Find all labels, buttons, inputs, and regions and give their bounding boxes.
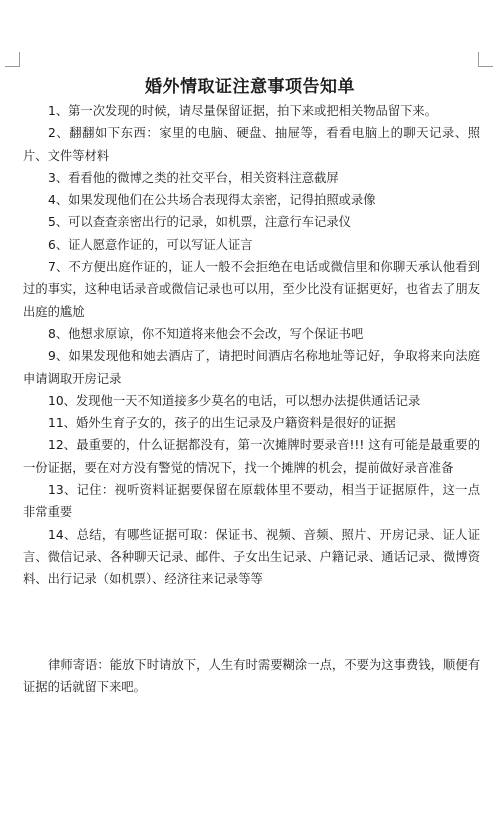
- list-item: 1、第一次发现的时候，请尽量保留证据，拍下来或把相关物品留下来。: [48, 104, 438, 118]
- list-item: 2、翻翻如下东西：家里的电脑、硬盘、抽屉等，看看电脑上的聊天记录、照片、文件等材料: [23, 126, 480, 163]
- list-item: 5、可以查查亲密出行的记录，如机票，注意行车记录仪: [48, 215, 351, 230]
- list-item: 9、如果发现他和她去酒店了，请把时间酒店名称地址等记好，争取将来向法庭申请调取开房记录: [23, 349, 480, 386]
- document-title: 婚外情取证注意事项告知单: [145, 77, 355, 97]
- list-item: 6、证人愿意作证的，可以写证人证言: [48, 237, 253, 252]
- document-body: [23, 100, 480, 591]
- list-item: 3、看看他的微博之类的社交平台，相关资料注意截屏: [48, 170, 339, 185]
- list-item: 12、最重要的，什么证据都没有，第一次摊牌时要录音!!! 这有可能是最重要的一份证据，要在对方没有警觉的情况下，找一个摊牌的机会，提前做好录音准备: [23, 438, 480, 475]
- list-item: 7、不方便出庭作证的，证人一般不会拒绝在电话或微信里和你聊天承认他看到过的事实，这种电话录音或微信记录也可以用，至少比没有证据更好，也省去了朋友出庭的尴尬: [23, 260, 480, 319]
- crop-mark-top-left: [5, 52, 20, 67]
- crop-mark-top-right: [478, 52, 493, 67]
- lawyer-closing-note: 律师寄语：能放下时请放下，人生有时需要糊涂一点，不要为这事费钱，顺便有证据的话就留下来吧。: [23, 658, 480, 695]
- list-item: 4、如果发现他们在公共场合表现得太亲密，记得拍照或录像: [48, 193, 376, 208]
- list-item: 8、他想求原谅，你不知道将来他会不会改，写个保证书吧: [48, 326, 364, 341]
- list-item: 11、婚外生育子女的，孩子的出生记录及户籍资料是很好的证据: [48, 416, 396, 431]
- list-item: 14、总结，有哪些证据可取：保证书、视频、音频、照片、开房记录、证人证言、微信记录、各种聊天记录、邮件、子女出生记录、户籍记录、通话记录、微博资料、出行记录（如机票）、经济往来记录等等: [23, 527, 480, 587]
- list-item: 10、发现他一天不知道接多少莫名的电话，可以想办法提供通话记录: [48, 393, 421, 408]
- list-item: 13、记住：视听资料证据要保留在原载体里不要动，相当于证据原件，这一点非常重要: [23, 483, 480, 520]
